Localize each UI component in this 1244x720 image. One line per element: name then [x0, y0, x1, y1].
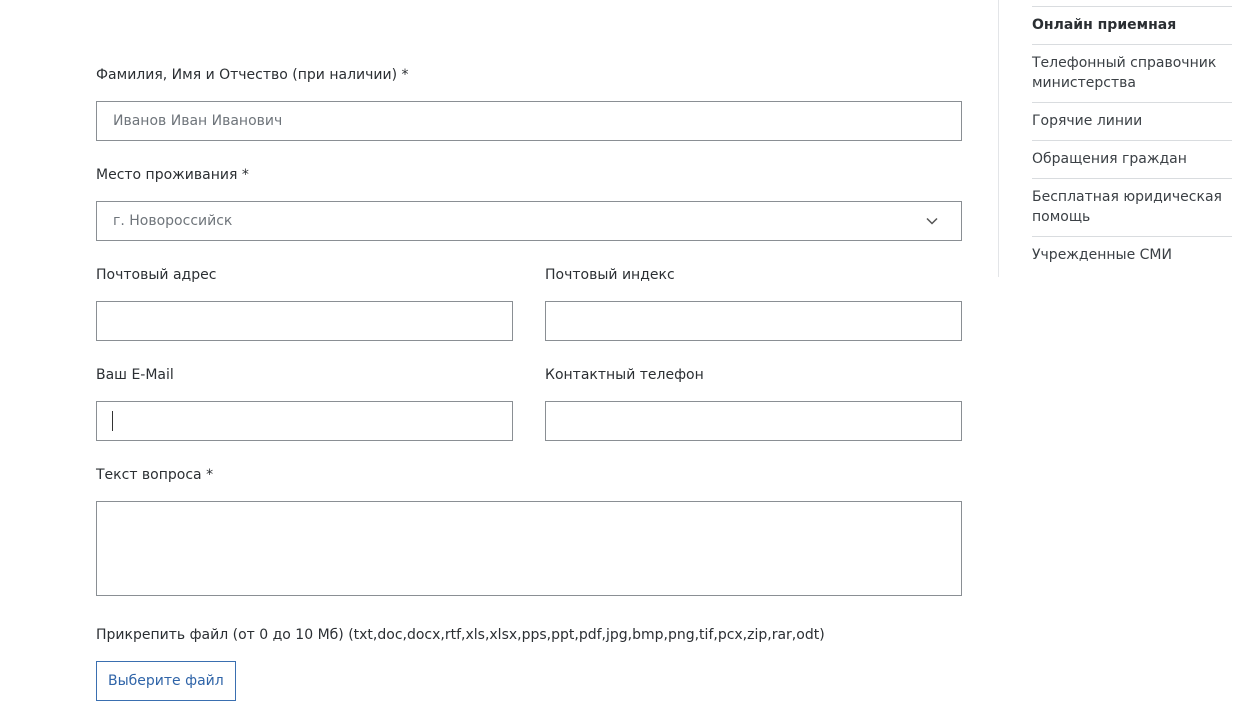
residence-select-value: г. Новороссийск	[113, 213, 233, 229]
postal-address-input[interactable]	[96, 301, 513, 341]
attachment-label: Прикрепить файл (от 0 до 10 Мб) (txt,doc,docx,rtf,xls,xlsx,pps,ppt,pdf,jpg,bmp,png,tif,pcx,zip,rar,odt)	[96, 627, 825, 643]
email-field-wrapper	[96, 401, 513, 441]
sidebar-item-online-reception[interactable]: Онлайн приемная	[1032, 6, 1232, 44]
sidebar-divider	[998, 0, 999, 277]
email-input[interactable]	[96, 401, 513, 441]
sidebar-item-legal-aid[interactable]: Бесплатная юридическая помощь	[1032, 178, 1232, 236]
email-label: Ваш E-Mail	[96, 367, 174, 383]
phone-label: Контактный телефон	[545, 367, 704, 383]
phone-input[interactable]	[545, 401, 962, 441]
sidebar-item-hotlines[interactable]: Горячие линии	[1032, 102, 1232, 140]
residence-label: Место проживания *	[96, 167, 249, 183]
question-label: Текст вопроса *	[96, 467, 214, 483]
fio-label: Фамилия, Имя и Отчество (при наличии) *	[96, 67, 409, 83]
postal-address-label: Почтовый адрес	[96, 267, 217, 283]
postal-index-input[interactable]	[545, 301, 962, 341]
text-caret	[112, 411, 113, 431]
fio-input[interactable]	[96, 101, 962, 141]
sidebar-nav	[1032, 6, 1232, 274]
postal-index-label: Почтовый индекс	[545, 267, 675, 283]
sidebar-item-founded-media[interactable]: Учрежденные СМИ	[1032, 236, 1232, 274]
question-textarea[interactable]	[96, 501, 962, 596]
sidebar-item-phone-directory[interactable]: Телефонный справочник министерства	[1032, 44, 1232, 102]
sidebar-item-citizen-appeals[interactable]: Обращения граждан	[1032, 140, 1232, 178]
residence-select[interactable]	[96, 201, 962, 241]
chevron-down-icon	[925, 214, 939, 228]
choose-file-button[interactable]: Выберите файл	[96, 661, 236, 701]
